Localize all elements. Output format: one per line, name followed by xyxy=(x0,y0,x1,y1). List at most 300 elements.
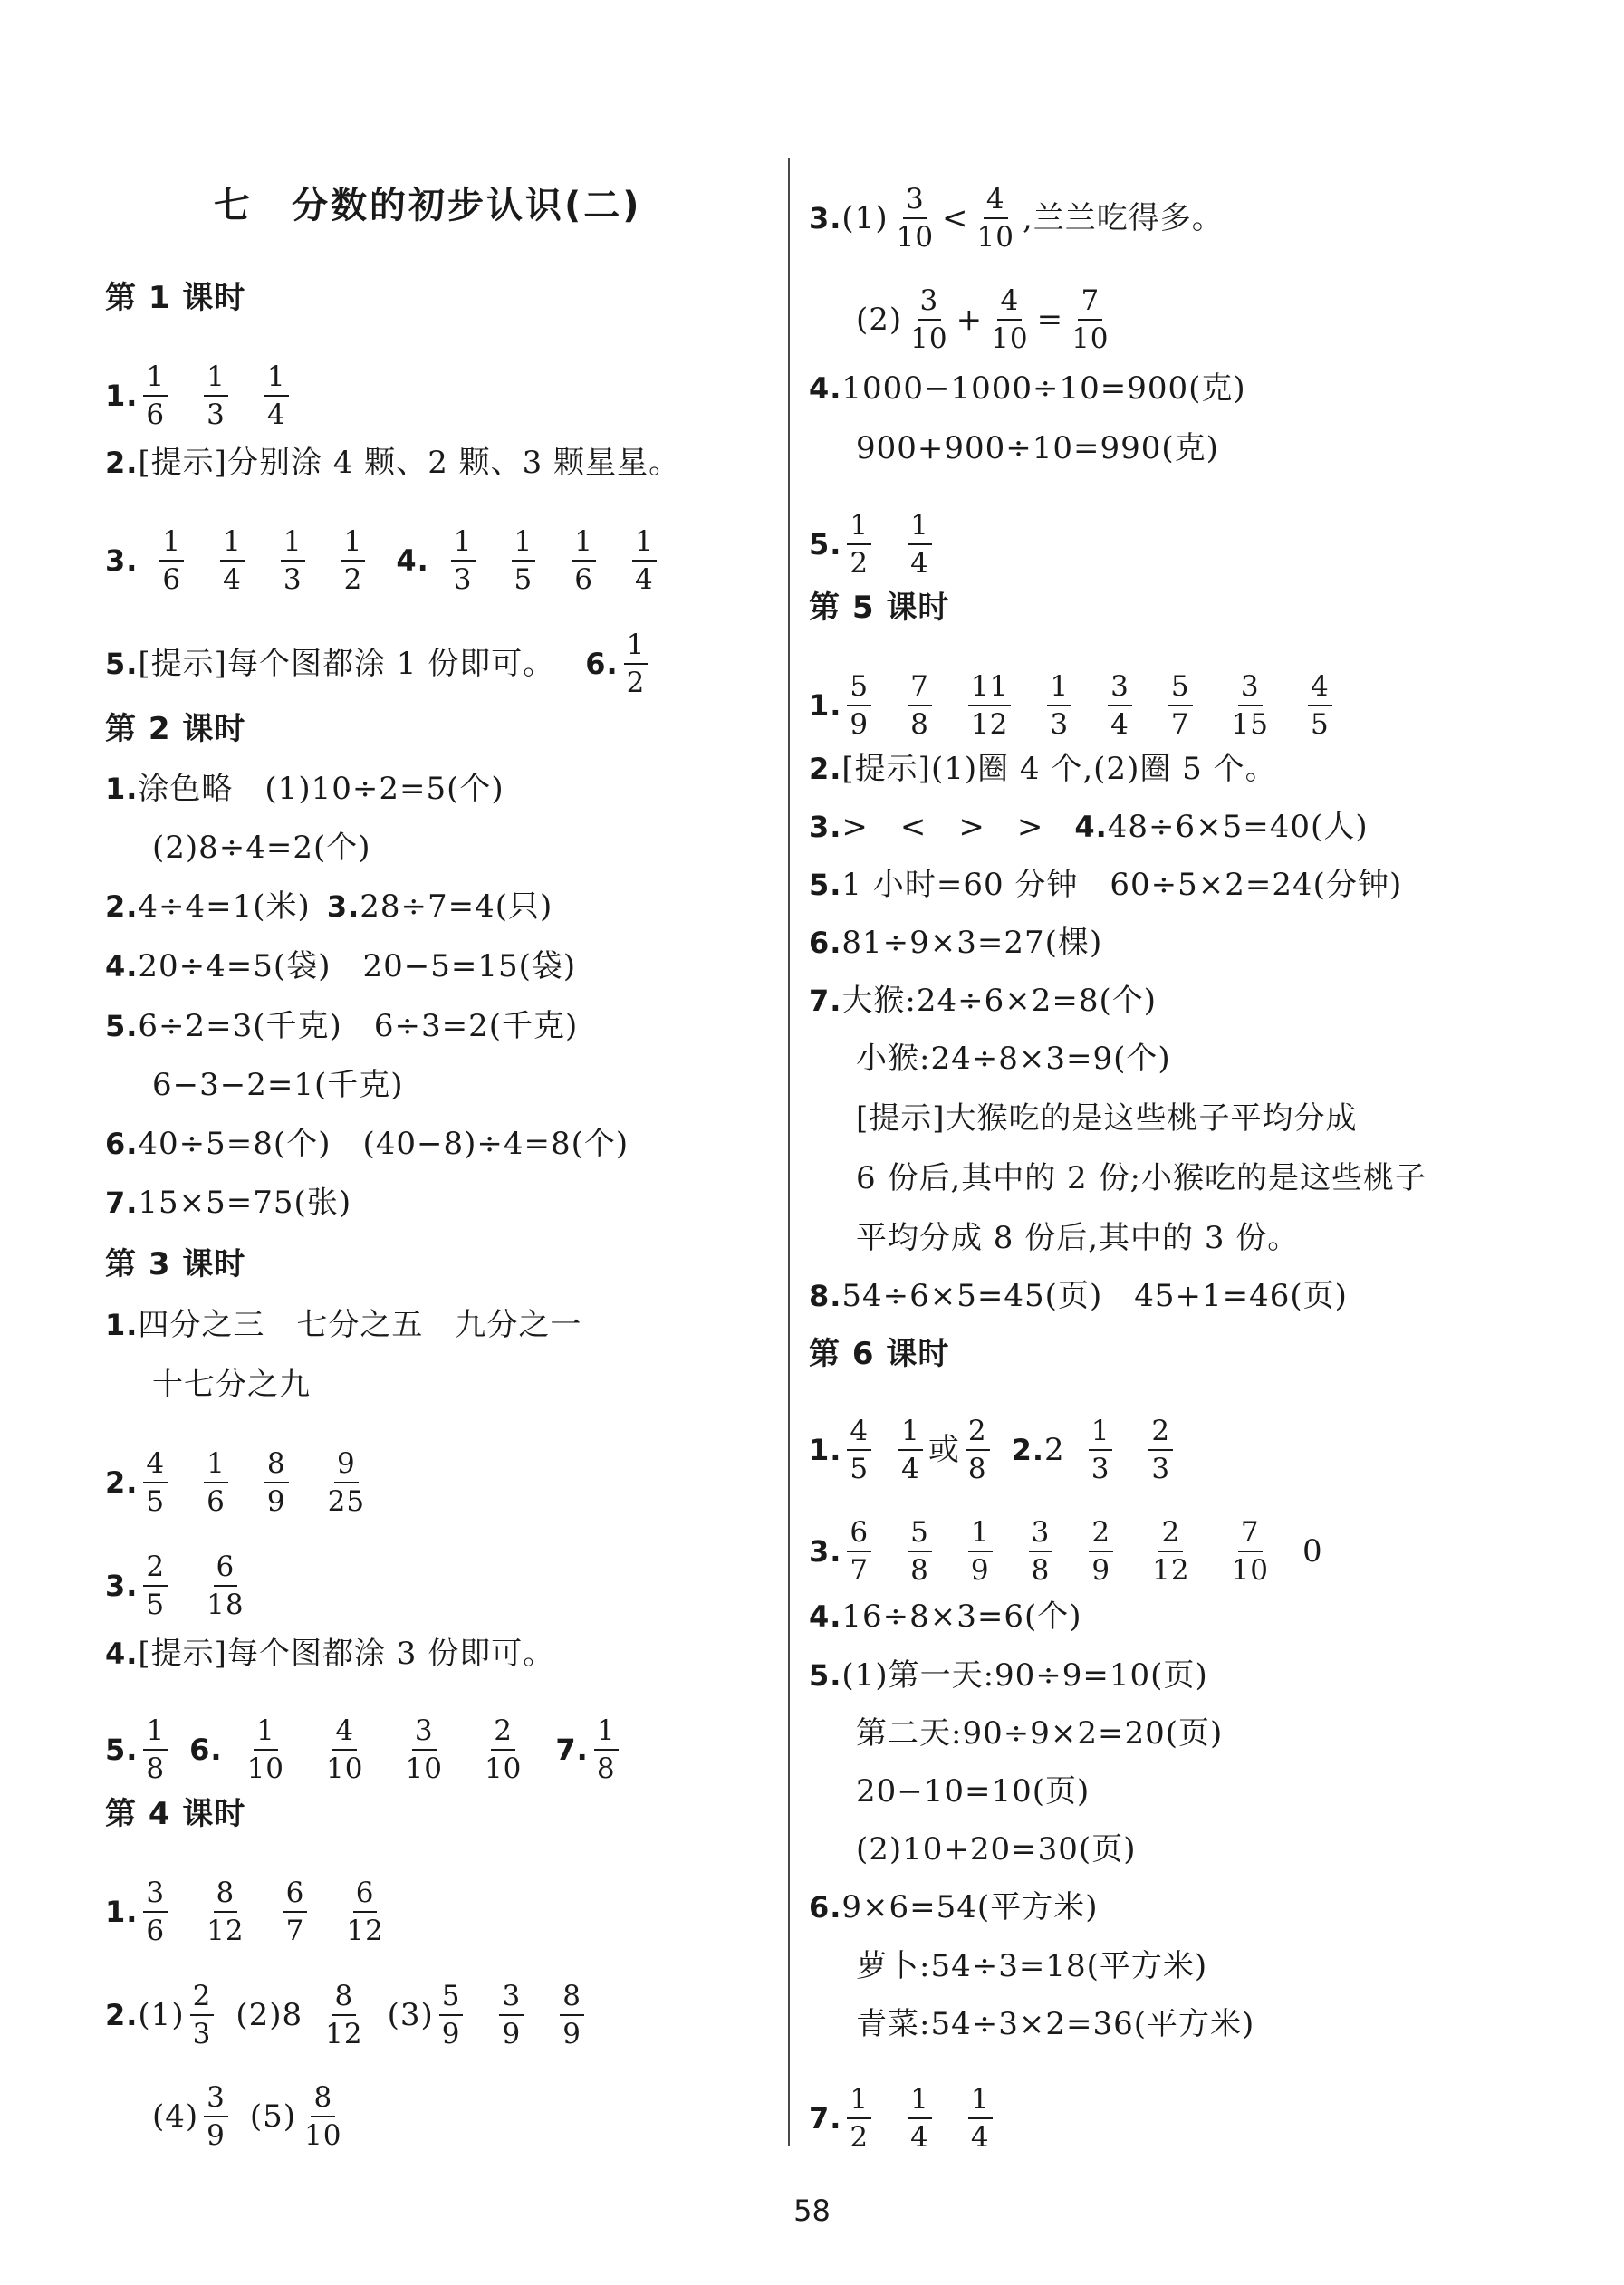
answer-text: 40÷5=8(个) (40−8)÷4=8(个) xyxy=(138,1126,629,1162)
q-num: 1. xyxy=(809,688,842,723)
q-num: 5. xyxy=(105,1733,139,1767)
denominator: 8 xyxy=(910,708,929,741)
l5-q3-q4 xyxy=(809,808,1369,846)
numerator: 1 xyxy=(624,629,649,665)
numerator: 1 xyxy=(204,1447,228,1483)
q-num: 1. xyxy=(105,1895,139,1929)
numerator: 1 xyxy=(220,525,245,562)
fraction xyxy=(594,1714,619,1785)
l6-q5 xyxy=(809,1656,1208,1695)
denominator: 3 xyxy=(1151,1453,1171,1485)
numerator: 3 xyxy=(499,1980,524,2016)
fraction xyxy=(220,525,245,596)
l5-q5 xyxy=(809,866,1402,904)
answer-text: 9×6=54(平方米) xyxy=(841,1889,1099,1925)
fraction xyxy=(264,1447,289,1518)
single-frac xyxy=(296,2081,350,2152)
q-num: 7. xyxy=(555,1733,589,1767)
fraction xyxy=(908,284,950,355)
answer-text: 6÷2=3(千克) 6÷3=2(千克) xyxy=(138,1008,579,1044)
single-frac xyxy=(198,2081,234,2152)
denominator: 12 xyxy=(1152,1554,1190,1587)
fraction xyxy=(402,1714,445,1785)
numerator: 3 xyxy=(1029,1516,1053,1552)
l5-q7-e: 平均分成 8 份后,其中的 3 份。 xyxy=(856,1220,1300,1256)
fraction xyxy=(143,1447,168,1518)
answer-text: 1000−1000÷10=900(克) xyxy=(841,370,1246,407)
denominator: 10 xyxy=(405,1752,443,1785)
fraction xyxy=(190,1980,215,2050)
denominator: 10 xyxy=(910,322,948,355)
l1-q5-q6 xyxy=(105,629,653,699)
numerator: 1 xyxy=(254,1714,278,1751)
q-num: 5. xyxy=(105,1009,139,1043)
part-label: (2) xyxy=(856,302,903,338)
fraction xyxy=(1029,1516,1053,1587)
fraction xyxy=(512,525,536,596)
fraction xyxy=(908,670,932,741)
denominator: 3 xyxy=(1050,708,1070,741)
numerator: 3 xyxy=(204,2081,228,2117)
numerator: 1 xyxy=(908,509,932,545)
denominator: 8 xyxy=(1031,1554,1051,1587)
denominator: 9 xyxy=(502,2018,522,2050)
denominator: 4 xyxy=(223,563,242,596)
denominator: 10 xyxy=(896,221,935,254)
q-num: 3. xyxy=(809,201,842,235)
q-num: 4. xyxy=(1074,810,1108,844)
numerator: 1 xyxy=(572,525,596,562)
fraction xyxy=(1308,670,1332,741)
single-frac xyxy=(317,1980,370,2050)
column-divider xyxy=(788,158,790,2146)
fraction xyxy=(143,1714,168,1785)
denominator: 12 xyxy=(325,2018,363,2050)
operator: < xyxy=(942,200,969,236)
denominator: 5 xyxy=(850,1453,870,1485)
q-num: 1. xyxy=(105,772,139,806)
fraction xyxy=(1089,1415,1113,1485)
fraction xyxy=(204,360,228,431)
operator: = xyxy=(1036,302,1064,338)
fraction xyxy=(283,1877,308,1947)
q-num: 1. xyxy=(105,1308,139,1342)
q-num: 2. xyxy=(105,1998,139,2032)
denominator: 10 xyxy=(1231,1554,1269,1587)
fraction xyxy=(988,284,1031,355)
fraction xyxy=(322,1980,365,2050)
denominator: 15 xyxy=(1231,708,1269,741)
numerator: 4 xyxy=(1308,670,1332,706)
operator: + xyxy=(956,302,984,338)
numerator: 7 xyxy=(908,670,932,706)
numerator: 1 xyxy=(1089,1415,1113,1451)
fraction xyxy=(847,509,871,580)
numerator: 2 xyxy=(966,1415,990,1451)
fraction xyxy=(908,1516,932,1587)
single-frac xyxy=(960,1415,995,1485)
l5-q7-c: [提示]大猴吃的是这些桃子平均分成 xyxy=(856,1100,1358,1137)
answer-text: 大猴:24÷6×2=8(个) xyxy=(841,983,1158,1019)
numerator: 9 xyxy=(334,1447,359,1483)
lesson6-heading: 第 6 课时 xyxy=(809,1336,950,1372)
l1-q4 xyxy=(396,525,687,596)
numerator: 2 xyxy=(1089,1516,1113,1552)
r-q5 xyxy=(809,509,963,580)
q-num: 5. xyxy=(809,1658,842,1693)
l2-q2-q3 xyxy=(105,888,553,926)
q-num: 4. xyxy=(809,371,842,406)
l5-q7-d: 6 份后,其中的 2 份;小猴吃的是这些桃子 xyxy=(856,1160,1427,1196)
numerator: 2 xyxy=(190,1980,215,2016)
denominator: 4 xyxy=(1110,708,1129,741)
numerator: 1 xyxy=(143,360,168,397)
denominator: 10 xyxy=(484,1752,523,1785)
denominator: 4 xyxy=(266,398,286,431)
numerator: 3 xyxy=(1108,670,1132,706)
fraction xyxy=(302,2081,344,2152)
numerator: 4 xyxy=(997,284,1022,321)
lesson2-heading: 第 2 课时 xyxy=(105,711,246,747)
q-num: 5. xyxy=(105,647,139,681)
q-num: 3. xyxy=(105,543,139,578)
denominator: 25 xyxy=(327,1485,366,1518)
q-num: 4. xyxy=(105,1637,139,1671)
q-num: 8. xyxy=(809,1279,842,1313)
denominator: 4 xyxy=(970,2121,990,2154)
l2-q4 xyxy=(105,947,576,985)
numerator: 2 xyxy=(1148,1415,1173,1451)
denominator: 9 xyxy=(562,2018,581,2050)
r-q3-line2 xyxy=(856,284,1118,355)
fraction xyxy=(898,1415,923,1485)
q-num: 6. xyxy=(105,1127,139,1161)
part-label: (1) xyxy=(138,1997,185,2033)
denominator: 12 xyxy=(970,708,1009,741)
answer-text: 0 xyxy=(1302,1533,1323,1570)
numerator: 1 xyxy=(594,1714,619,1751)
fraction xyxy=(1229,670,1272,741)
denominator: 4 xyxy=(901,1453,920,1485)
denominator: 4 xyxy=(910,547,929,580)
fraction xyxy=(439,1980,464,2050)
fraction xyxy=(1108,670,1132,741)
numerator: 3 xyxy=(143,1877,168,1913)
or-text: 或 xyxy=(927,1432,960,1468)
fraction xyxy=(143,1877,168,1947)
single-frac xyxy=(889,183,942,254)
fraction xyxy=(847,2083,871,2154)
answer-text: 20÷4=5(袋) 20−5=15(袋) xyxy=(138,948,577,984)
numerator: 1 xyxy=(968,1516,993,1552)
denominator: 10 xyxy=(1071,322,1110,355)
fraction xyxy=(482,1714,524,1785)
denominator: 18 xyxy=(207,1589,245,1621)
fraction xyxy=(966,1415,990,1485)
fraction xyxy=(1089,1516,1113,1587)
numerator: 1 xyxy=(898,1415,923,1451)
numerator: 8 xyxy=(332,1980,356,2016)
r-q4 xyxy=(809,370,1246,408)
q-num: 3. xyxy=(809,810,842,844)
denominator: 5 xyxy=(1311,708,1330,741)
denominator: 2 xyxy=(343,563,363,596)
fraction xyxy=(159,525,184,596)
numerator: 4 xyxy=(332,1714,357,1751)
l3-q3 xyxy=(105,1551,278,1621)
fraction xyxy=(341,525,366,596)
denominator: 8 xyxy=(596,1752,616,1785)
fraction xyxy=(968,2083,993,2154)
q-num: 6. xyxy=(809,1890,842,1925)
numerator: 6 xyxy=(847,1516,871,1552)
l2-q1 xyxy=(105,770,504,808)
denominator: 3 xyxy=(207,398,226,431)
l1-q3-q4 xyxy=(105,525,687,596)
lesson4-heading: 第 4 课时 xyxy=(105,1796,246,1832)
l2-q7 xyxy=(105,1184,351,1222)
denominator: 6 xyxy=(146,1915,166,1947)
l6-q5-d: (2)10+20=30(页) xyxy=(856,1831,1137,1867)
denominator: 10 xyxy=(304,2119,342,2152)
r-q3-line1 xyxy=(809,183,1224,254)
denominator: 9 xyxy=(1091,1554,1111,1587)
fraction xyxy=(264,360,289,431)
denominator: 7 xyxy=(285,1915,305,1947)
fraction xyxy=(975,183,1017,254)
l5-q7-b: 小猴:24÷8×3=9(个) xyxy=(856,1041,1171,1077)
l6-q5-b: 第二天:90÷9×2=20(页) xyxy=(856,1715,1224,1752)
fraction xyxy=(281,525,305,596)
denominator: 12 xyxy=(207,1915,245,1947)
numerator: 8 xyxy=(264,1447,289,1483)
numerator: 4 xyxy=(847,1415,871,1451)
frac-group xyxy=(434,1980,615,2050)
l5-q1 xyxy=(809,670,1363,741)
q-num: 1. xyxy=(809,1433,842,1467)
denominator: 2 xyxy=(626,667,646,699)
denominator: 8 xyxy=(967,1453,987,1485)
lesson5-heading: 第 5 课时 xyxy=(809,590,950,626)
answer-text: 81÷9×3=27(棵) xyxy=(841,925,1103,961)
answer-text: 涂色略 (1)10÷2=5(个) xyxy=(138,771,504,807)
numerator: 5 xyxy=(1168,670,1193,706)
l5-q2 xyxy=(809,750,1277,788)
denominator: 8 xyxy=(910,1554,929,1587)
fraction xyxy=(847,670,871,741)
fraction xyxy=(847,1516,871,1587)
r-q4-cont: 900+900÷10=990(克) xyxy=(856,430,1219,466)
l3-q2 xyxy=(105,1447,399,1518)
single-frac xyxy=(589,1714,624,1785)
numerator: 6 xyxy=(353,1877,378,1913)
fraction xyxy=(847,1415,871,1485)
denominator: 9 xyxy=(970,1554,990,1587)
single-frac xyxy=(893,1415,928,1485)
denominator: 3 xyxy=(283,563,303,596)
q-num: 6. xyxy=(809,926,842,960)
denominator: 3 xyxy=(1091,1453,1110,1485)
fraction xyxy=(1148,1415,1173,1485)
answer-text: 28÷7=4(只) xyxy=(360,888,553,925)
part-label: (2)8 xyxy=(235,1997,303,2033)
numerator: 7 xyxy=(1078,284,1102,321)
fraction xyxy=(204,1877,246,1947)
numerator: 1 xyxy=(847,2083,871,2119)
l6-q7 xyxy=(809,2083,1023,2154)
l3-q6 xyxy=(189,1714,555,1785)
l2-q5-cont: 6−3−2=1(千克) xyxy=(152,1067,404,1103)
denominator: 6 xyxy=(162,563,182,596)
l2-q1-cont: (2)8÷4=2(个) xyxy=(152,830,371,866)
answer-text: ,兰兰吃得多。 xyxy=(1023,200,1224,236)
numerator: 4 xyxy=(143,1447,168,1483)
frac-group xyxy=(841,1516,1302,1587)
q-num: 3. xyxy=(105,1569,139,1603)
fraction xyxy=(204,2081,228,2152)
l6-q6 xyxy=(809,1888,1098,1926)
numerator: 7 xyxy=(1238,1516,1263,1552)
lesson3-heading: 第 3 课时 xyxy=(105,1246,246,1282)
denominator: 2 xyxy=(850,2121,870,2154)
denominator: 4 xyxy=(634,563,654,596)
answer-text: 4÷4=1(米) xyxy=(138,888,311,925)
numerator: 5 xyxy=(908,1516,932,1552)
q-num: 2. xyxy=(809,752,842,786)
answer-text: 54÷6×5=45(页) 45+1=46(页) xyxy=(841,1278,1348,1314)
fraction xyxy=(968,1516,993,1587)
q-num: 5. xyxy=(809,868,842,902)
single-frac xyxy=(969,183,1023,254)
l2-q6 xyxy=(105,1125,629,1163)
l3-q1-cont: 十七分之九 xyxy=(152,1367,311,1403)
q-num: 2. xyxy=(105,1465,139,1500)
fraction xyxy=(323,1714,366,1785)
numerator: 2 xyxy=(1158,1516,1183,1552)
fraction xyxy=(560,1980,584,2050)
l1-q2 xyxy=(105,444,680,482)
denominator: 9 xyxy=(441,2018,461,2050)
denominator: 10 xyxy=(326,1752,364,1785)
q-num: 5. xyxy=(809,527,842,562)
fraction xyxy=(343,1877,386,1947)
l2-q5 xyxy=(105,1007,578,1045)
q-num: 7. xyxy=(105,1186,139,1220)
q-num: 6. xyxy=(585,647,619,681)
numerator: 1 xyxy=(143,1714,168,1751)
numerator: 5 xyxy=(847,670,871,706)
l6-q5-c: 20−10=10(页) xyxy=(856,1773,1091,1810)
single-frac xyxy=(902,284,956,355)
fraction xyxy=(894,183,937,254)
numerator: 1 xyxy=(341,525,366,562)
l6-q1-q2 xyxy=(809,1415,1204,1485)
q-num: 2. xyxy=(1011,1433,1045,1467)
numerator: 1 xyxy=(632,525,657,562)
fraction xyxy=(499,1980,524,2050)
l4-q2-cont xyxy=(152,2081,351,2152)
fraction xyxy=(908,2083,932,2154)
fraction xyxy=(1229,1516,1272,1587)
fraction xyxy=(632,525,657,596)
numerator: 1 xyxy=(908,2083,932,2119)
answer-text: 15×5=75(张) xyxy=(138,1185,352,1221)
denominator: 9 xyxy=(207,2119,226,2152)
numerator: 8 xyxy=(311,2081,335,2117)
answer-text: [提示]每个图都涂 3 份即可。 xyxy=(138,1636,555,1672)
single-frac xyxy=(841,1415,877,1485)
numerator: 3 xyxy=(412,1714,437,1751)
denominator: 6 xyxy=(207,1485,226,1518)
l5-q8 xyxy=(809,1277,1348,1315)
answer-text: 16÷8×3=6(个) xyxy=(841,1599,1082,1635)
q-num: 6. xyxy=(189,1733,223,1767)
answer-text: 四分之三 七分之五 九分之一 xyxy=(138,1307,582,1343)
numerator: 6 xyxy=(283,1877,308,1913)
denominator: 2 xyxy=(850,547,870,580)
answer-text: [提示](1)圈 4 个,(2)圈 5 个。 xyxy=(841,751,1277,787)
l5-q7 xyxy=(809,982,1157,1020)
q-num: 2. xyxy=(105,446,139,480)
denominator: 7 xyxy=(850,1554,870,1587)
fraction xyxy=(245,1714,287,1785)
fraction xyxy=(968,670,1011,741)
numerator: 1 xyxy=(968,2083,993,2119)
fraction xyxy=(451,525,476,596)
numerator: 11 xyxy=(968,670,1011,706)
fraction xyxy=(1047,670,1071,741)
answer-text: [提示]分别涂 4 颗、2 颗、3 颗星星。 xyxy=(138,445,681,481)
l3-q4 xyxy=(105,1635,554,1673)
numerator: 1 xyxy=(1047,670,1071,706)
numerator: 1 xyxy=(159,525,184,562)
l4-q2 xyxy=(105,1980,615,2050)
numerator: 1 xyxy=(451,525,476,562)
fraction xyxy=(572,525,596,596)
fraction xyxy=(1069,284,1111,355)
page-title: 七 分数的初步认识(二) xyxy=(214,185,642,226)
single-frac xyxy=(983,284,1036,355)
q-num: 4. xyxy=(396,543,429,578)
answer-text: (1)第一天:90÷9=10(页) xyxy=(841,1657,1208,1694)
numerator: 6 xyxy=(214,1551,238,1587)
l1-q3 xyxy=(105,525,396,596)
denominator: 3 xyxy=(192,2018,212,2050)
lesson1-heading: 第 1 课时 xyxy=(105,280,246,316)
part-label: (5) xyxy=(249,2098,297,2135)
denominator: 3 xyxy=(453,563,473,596)
numerator: 1 xyxy=(204,360,228,397)
fraction xyxy=(325,1447,368,1518)
q-num: 1. xyxy=(105,379,139,413)
fraction xyxy=(143,1551,168,1621)
single-frac xyxy=(138,1714,173,1785)
denominator: 5 xyxy=(146,1589,166,1621)
denominator: 6 xyxy=(146,398,166,431)
single-frac xyxy=(185,1980,220,2050)
q-num: 7. xyxy=(809,2101,842,2136)
part-label: (4) xyxy=(152,2098,199,2135)
numerator: 2 xyxy=(491,1714,515,1751)
answer-text: [提示]每个图都涂 1 份即可。 xyxy=(138,646,555,682)
numerator: 8 xyxy=(560,1980,584,2016)
q-num: 3. xyxy=(326,889,360,924)
denominator: 10 xyxy=(991,322,1029,355)
fraction xyxy=(143,360,168,431)
numerator: 2 xyxy=(143,1551,168,1587)
denominator: 5 xyxy=(146,1485,166,1518)
l6-q6-c: 青菜:54÷3×2=36(平方米) xyxy=(856,2006,1255,2042)
